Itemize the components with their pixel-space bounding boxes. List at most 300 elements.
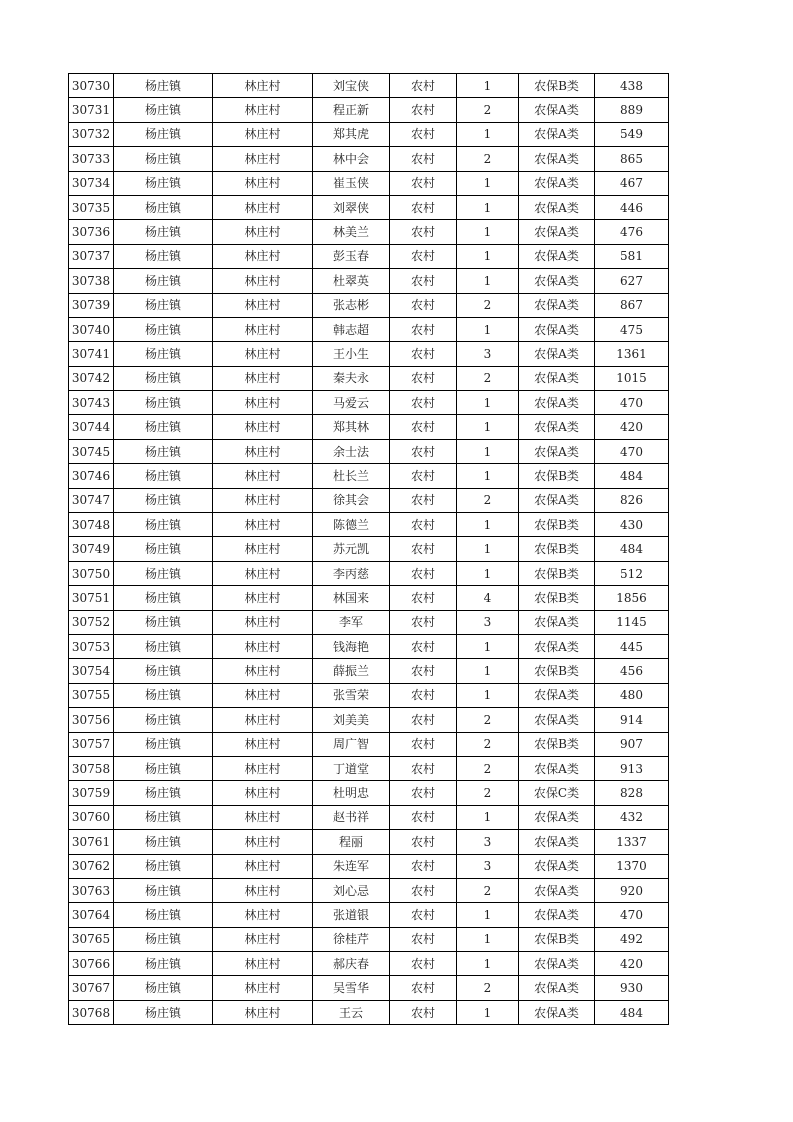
town-cell: 杨庄镇 (114, 756, 213, 780)
village-cell: 林庄村 (213, 391, 313, 415)
household-count-cell: 2 (457, 147, 519, 171)
village-cell: 林庄村 (213, 74, 313, 98)
table-row (69, 195, 669, 219)
insurance-category-cell: 农保A类 (519, 830, 595, 854)
person-name-cell: 林中会 (313, 147, 390, 171)
record-id-cell: 30745 (69, 439, 114, 463)
town-cell: 杨庄镇 (114, 342, 213, 366)
amount-cell: 1361 (595, 342, 669, 366)
insurance-category-cell: 农保A类 (519, 342, 595, 366)
record-id-cell: 30759 (69, 781, 114, 805)
insurance-category-cell: 农保A类 (519, 756, 595, 780)
person-name-cell: 陈德兰 (313, 513, 390, 537)
amount-cell: 549 (595, 122, 669, 146)
record-id-cell: 30749 (69, 537, 114, 561)
table-row (69, 269, 669, 293)
town-cell: 杨庄镇 (114, 586, 213, 610)
insurance-category-cell: 农保A类 (519, 415, 595, 439)
amount-cell: 476 (595, 220, 669, 244)
person-name-cell: 余士法 (313, 439, 390, 463)
town-cell: 杨庄镇 (114, 464, 213, 488)
village-cell: 林庄村 (213, 976, 313, 1000)
person-name-cell: 林国来 (313, 586, 390, 610)
person-name-cell: 王小生 (313, 342, 390, 366)
table-row (69, 147, 669, 171)
person-name-cell: 杜明忠 (313, 781, 390, 805)
person-name-cell: 张雪荣 (313, 683, 390, 707)
household-count-cell: 1 (457, 122, 519, 146)
amount-cell: 438 (595, 74, 669, 98)
area-type-cell: 农村 (390, 610, 457, 634)
table-row (69, 1000, 669, 1024)
table-body (69, 74, 669, 1025)
record-id-cell: 30738 (69, 269, 114, 293)
person-name-cell: 杜长兰 (313, 464, 390, 488)
table-row (69, 74, 669, 98)
area-type-cell: 农村 (390, 854, 457, 878)
area-type-cell: 农村 (390, 513, 457, 537)
household-count-cell: 2 (457, 293, 519, 317)
record-id-cell: 30766 (69, 952, 114, 976)
person-name-cell: 刘心忌 (313, 878, 390, 902)
insurance-category-cell: 农保B类 (519, 537, 595, 561)
amount-cell: 865 (595, 147, 669, 171)
table-row (69, 610, 669, 634)
town-cell: 杨庄镇 (114, 269, 213, 293)
town-cell: 杨庄镇 (114, 171, 213, 195)
insurance-category-cell: 农保A类 (519, 122, 595, 146)
amount-cell: 930 (595, 976, 669, 1000)
household-count-cell: 4 (457, 586, 519, 610)
table-row (69, 366, 669, 390)
household-count-cell: 1 (457, 634, 519, 658)
record-id-cell: 30752 (69, 610, 114, 634)
village-cell: 林庄村 (213, 830, 313, 854)
table-row (69, 415, 669, 439)
record-id-cell: 30730 (69, 74, 114, 98)
insurance-category-cell: 农保B类 (519, 927, 595, 951)
town-cell: 杨庄镇 (114, 537, 213, 561)
amount-cell: 430 (595, 513, 669, 537)
household-count-cell: 1 (457, 513, 519, 537)
area-type-cell: 农村 (390, 415, 457, 439)
person-name-cell: 徐其会 (313, 488, 390, 512)
record-id-cell: 30751 (69, 586, 114, 610)
household-count-cell: 2 (457, 976, 519, 1000)
amount-cell: 828 (595, 781, 669, 805)
household-count-cell: 2 (457, 756, 519, 780)
table-row (69, 952, 669, 976)
amount-cell: 467 (595, 171, 669, 195)
record-id-cell: 30742 (69, 366, 114, 390)
amount-cell: 480 (595, 683, 669, 707)
area-type-cell: 农村 (390, 805, 457, 829)
table-row (69, 317, 669, 341)
area-type-cell: 农村 (390, 439, 457, 463)
village-cell: 林庄村 (213, 781, 313, 805)
household-count-cell: 1 (457, 537, 519, 561)
village-cell: 林庄村 (213, 147, 313, 171)
insurance-category-cell: 农保B类 (519, 586, 595, 610)
insurance-category-cell: 农保A类 (519, 878, 595, 902)
insurance-category-cell: 农保A类 (519, 220, 595, 244)
record-id-cell: 30732 (69, 122, 114, 146)
table-row (69, 805, 669, 829)
record-id-cell: 30733 (69, 147, 114, 171)
area-type-cell: 农村 (390, 927, 457, 951)
household-count-cell: 1 (457, 805, 519, 829)
person-name-cell: 李丙慈 (313, 561, 390, 585)
person-name-cell: 吴雪华 (313, 976, 390, 1000)
records-table (68, 73, 669, 1025)
table-row (69, 976, 669, 1000)
table-row (69, 391, 669, 415)
village-cell: 林庄村 (213, 561, 313, 585)
record-id-cell: 30736 (69, 220, 114, 244)
amount-cell: 889 (595, 98, 669, 122)
person-name-cell: 丁道堂 (313, 756, 390, 780)
household-count-cell: 1 (457, 683, 519, 707)
village-cell: 林庄村 (213, 586, 313, 610)
household-count-cell: 1 (457, 903, 519, 927)
insurance-category-cell: 农保A类 (519, 366, 595, 390)
person-name-cell: 徐桂芹 (313, 927, 390, 951)
town-cell: 杨庄镇 (114, 781, 213, 805)
town-cell: 杨庄镇 (114, 610, 213, 634)
village-cell: 林庄村 (213, 708, 313, 732)
town-cell: 杨庄镇 (114, 488, 213, 512)
village-cell: 林庄村 (213, 366, 313, 390)
insurance-category-cell: 农保A类 (519, 195, 595, 219)
insurance-category-cell: 农保A类 (519, 269, 595, 293)
amount-cell: 420 (595, 952, 669, 976)
table-row (69, 537, 669, 561)
village-cell: 林庄村 (213, 293, 313, 317)
record-id-cell: 30755 (69, 683, 114, 707)
record-id-cell: 30743 (69, 391, 114, 415)
person-name-cell: 郝庆春 (313, 952, 390, 976)
area-type-cell: 农村 (390, 537, 457, 561)
town-cell: 杨庄镇 (114, 439, 213, 463)
town-cell: 杨庄镇 (114, 244, 213, 268)
amount-cell: 1337 (595, 830, 669, 854)
household-count-cell: 3 (457, 854, 519, 878)
area-type-cell: 农村 (390, 659, 457, 683)
insurance-category-cell: 农保A类 (519, 854, 595, 878)
area-type-cell: 农村 (390, 171, 457, 195)
insurance-category-cell: 农保A类 (519, 610, 595, 634)
household-count-cell: 3 (457, 830, 519, 854)
village-cell: 林庄村 (213, 195, 313, 219)
amount-cell: 627 (595, 269, 669, 293)
town-cell: 杨庄镇 (114, 903, 213, 927)
table-row (69, 927, 669, 951)
area-type-cell: 农村 (390, 830, 457, 854)
person-name-cell: 钱海艳 (313, 634, 390, 658)
town-cell: 杨庄镇 (114, 220, 213, 244)
record-id-cell: 30753 (69, 634, 114, 658)
village-cell: 林庄村 (213, 878, 313, 902)
amount-cell: 512 (595, 561, 669, 585)
area-type-cell: 农村 (390, 122, 457, 146)
record-id-cell: 30744 (69, 415, 114, 439)
household-count-cell: 2 (457, 732, 519, 756)
area-type-cell: 农村 (390, 74, 457, 98)
household-count-cell: 1 (457, 317, 519, 341)
town-cell: 杨庄镇 (114, 952, 213, 976)
town-cell: 杨庄镇 (114, 830, 213, 854)
record-id-cell: 30768 (69, 1000, 114, 1024)
amount-cell: 470 (595, 391, 669, 415)
amount-cell: 475 (595, 317, 669, 341)
person-name-cell: 程丽 (313, 830, 390, 854)
household-count-cell: 1 (457, 74, 519, 98)
amount-cell: 484 (595, 1000, 669, 1024)
village-cell: 林庄村 (213, 805, 313, 829)
amount-cell: 445 (595, 634, 669, 658)
village-cell: 林庄村 (213, 122, 313, 146)
table-row (69, 171, 669, 195)
record-id-cell: 30737 (69, 244, 114, 268)
area-type-cell: 农村 (390, 488, 457, 512)
table-row (69, 342, 669, 366)
village-cell: 林庄村 (213, 952, 313, 976)
person-name-cell: 林美兰 (313, 220, 390, 244)
village-cell: 林庄村 (213, 513, 313, 537)
town-cell: 杨庄镇 (114, 561, 213, 585)
table-row (69, 634, 669, 658)
table-row (69, 464, 669, 488)
household-count-cell: 2 (457, 366, 519, 390)
area-type-cell: 农村 (390, 976, 457, 1000)
record-id-cell: 30748 (69, 513, 114, 537)
area-type-cell: 农村 (390, 708, 457, 732)
household-count-cell: 3 (457, 342, 519, 366)
household-count-cell: 1 (457, 171, 519, 195)
household-count-cell: 2 (457, 781, 519, 805)
insurance-category-cell: 农保B类 (519, 513, 595, 537)
area-type-cell: 农村 (390, 1000, 457, 1024)
town-cell: 杨庄镇 (114, 854, 213, 878)
record-id-cell: 30747 (69, 488, 114, 512)
insurance-category-cell: 农保A类 (519, 634, 595, 658)
table-row (69, 830, 669, 854)
amount-cell: 1145 (595, 610, 669, 634)
person-name-cell: 王云 (313, 1000, 390, 1024)
amount-cell: 432 (595, 805, 669, 829)
person-name-cell: 郑其林 (313, 415, 390, 439)
area-type-cell: 农村 (390, 220, 457, 244)
household-count-cell: 1 (457, 220, 519, 244)
person-name-cell: 郑其虎 (313, 122, 390, 146)
insurance-category-cell: 农保A类 (519, 391, 595, 415)
record-id-cell: 30757 (69, 732, 114, 756)
record-id-cell: 30763 (69, 878, 114, 902)
area-type-cell: 农村 (390, 195, 457, 219)
table-row (69, 732, 669, 756)
household-count-cell: 1 (457, 415, 519, 439)
town-cell: 杨庄镇 (114, 513, 213, 537)
area-type-cell: 农村 (390, 293, 457, 317)
town-cell: 杨庄镇 (114, 415, 213, 439)
insurance-category-cell: 农保A类 (519, 488, 595, 512)
insurance-category-cell: 农保A类 (519, 171, 595, 195)
amount-cell: 446 (595, 195, 669, 219)
town-cell: 杨庄镇 (114, 317, 213, 341)
household-count-cell: 1 (457, 439, 519, 463)
person-name-cell: 朱连军 (313, 854, 390, 878)
record-id-cell: 30731 (69, 98, 114, 122)
person-name-cell: 韩志超 (313, 317, 390, 341)
household-count-cell: 2 (457, 878, 519, 902)
household-count-cell: 1 (457, 1000, 519, 1024)
town-cell: 杨庄镇 (114, 976, 213, 1000)
village-cell: 林庄村 (213, 488, 313, 512)
amount-cell: 1370 (595, 854, 669, 878)
table-row (69, 98, 669, 122)
village-cell: 林庄村 (213, 927, 313, 951)
record-id-cell: 30760 (69, 805, 114, 829)
village-cell: 林庄村 (213, 903, 313, 927)
insurance-category-cell: 农保B类 (519, 659, 595, 683)
town-cell: 杨庄镇 (114, 98, 213, 122)
amount-cell: 1015 (595, 366, 669, 390)
village-cell: 林庄村 (213, 269, 313, 293)
amount-cell: 456 (595, 659, 669, 683)
insurance-category-cell: 农保B类 (519, 74, 595, 98)
village-cell: 林庄村 (213, 171, 313, 195)
table-row (69, 513, 669, 537)
record-id-cell: 30758 (69, 756, 114, 780)
person-name-cell: 薛振兰 (313, 659, 390, 683)
table-row (69, 488, 669, 512)
insurance-category-cell: 农保A类 (519, 805, 595, 829)
village-cell: 林庄村 (213, 317, 313, 341)
village-cell: 林庄村 (213, 415, 313, 439)
village-cell: 林庄村 (213, 634, 313, 658)
area-type-cell: 农村 (390, 903, 457, 927)
person-name-cell: 崔玉侠 (313, 171, 390, 195)
village-cell: 林庄村 (213, 220, 313, 244)
village-cell: 林庄村 (213, 1000, 313, 1024)
town-cell: 杨庄镇 (114, 1000, 213, 1024)
town-cell: 杨庄镇 (114, 147, 213, 171)
person-name-cell: 周广智 (313, 732, 390, 756)
village-cell: 林庄村 (213, 610, 313, 634)
village-cell: 林庄村 (213, 244, 313, 268)
village-cell: 林庄村 (213, 732, 313, 756)
town-cell: 杨庄镇 (114, 195, 213, 219)
amount-cell: 920 (595, 878, 669, 902)
town-cell: 杨庄镇 (114, 122, 213, 146)
person-name-cell: 秦夫永 (313, 366, 390, 390)
household-count-cell: 1 (457, 464, 519, 488)
village-cell: 林庄村 (213, 854, 313, 878)
area-type-cell: 农村 (390, 683, 457, 707)
table-row (69, 903, 669, 927)
table-row (69, 561, 669, 585)
area-type-cell: 农村 (390, 464, 457, 488)
record-id-cell: 30754 (69, 659, 114, 683)
insurance-category-cell: 农保A类 (519, 147, 595, 171)
insurance-category-cell: 农保C类 (519, 781, 595, 805)
table-row (69, 122, 669, 146)
household-count-cell: 3 (457, 610, 519, 634)
person-name-cell: 杜翠英 (313, 269, 390, 293)
person-name-cell: 刘宝侠 (313, 74, 390, 98)
village-cell: 林庄村 (213, 659, 313, 683)
household-count-cell: 1 (457, 659, 519, 683)
area-type-cell: 农村 (390, 561, 457, 585)
village-cell: 林庄村 (213, 98, 313, 122)
village-cell: 林庄村 (213, 756, 313, 780)
amount-cell: 867 (595, 293, 669, 317)
town-cell: 杨庄镇 (114, 878, 213, 902)
insurance-category-cell: 农保A类 (519, 683, 595, 707)
town-cell: 杨庄镇 (114, 293, 213, 317)
town-cell: 杨庄镇 (114, 391, 213, 415)
insurance-category-cell: 农保A类 (519, 317, 595, 341)
amount-cell: 470 (595, 903, 669, 927)
area-type-cell: 农村 (390, 366, 457, 390)
record-id-cell: 30740 (69, 317, 114, 341)
amount-cell: 913 (595, 756, 669, 780)
household-count-cell: 1 (457, 952, 519, 976)
record-id-cell: 30746 (69, 464, 114, 488)
table-row (69, 854, 669, 878)
record-id-cell: 30750 (69, 561, 114, 585)
amount-cell: 826 (595, 488, 669, 512)
town-cell: 杨庄镇 (114, 927, 213, 951)
area-type-cell: 农村 (390, 878, 457, 902)
insurance-category-cell: 农保A类 (519, 439, 595, 463)
record-id-cell: 30767 (69, 976, 114, 1000)
town-cell: 杨庄镇 (114, 634, 213, 658)
village-cell: 林庄村 (213, 464, 313, 488)
amount-cell: 470 (595, 439, 669, 463)
table-row (69, 781, 669, 805)
amount-cell: 420 (595, 415, 669, 439)
record-id-cell: 30762 (69, 854, 114, 878)
person-name-cell: 张道银 (313, 903, 390, 927)
household-count-cell: 2 (457, 98, 519, 122)
household-count-cell: 2 (457, 488, 519, 512)
insurance-category-cell: 农保B类 (519, 561, 595, 585)
area-type-cell: 农村 (390, 391, 457, 415)
insurance-category-cell: 农保B类 (519, 732, 595, 756)
amount-cell: 484 (595, 464, 669, 488)
town-cell: 杨庄镇 (114, 74, 213, 98)
record-id-cell: 30734 (69, 171, 114, 195)
area-type-cell: 农村 (390, 634, 457, 658)
village-cell: 林庄村 (213, 537, 313, 561)
amount-cell: 581 (595, 244, 669, 268)
table-row (69, 293, 669, 317)
village-cell: 林庄村 (213, 342, 313, 366)
insurance-category-cell: 农保A类 (519, 976, 595, 1000)
insurance-category-cell: 农保A类 (519, 293, 595, 317)
household-count-cell: 1 (457, 244, 519, 268)
amount-cell: 907 (595, 732, 669, 756)
town-cell: 杨庄镇 (114, 805, 213, 829)
record-id-cell: 30739 (69, 293, 114, 317)
person-name-cell: 张志彬 (313, 293, 390, 317)
household-count-cell: 2 (457, 708, 519, 732)
area-type-cell: 农村 (390, 269, 457, 293)
area-type-cell: 农村 (390, 732, 457, 756)
area-type-cell: 农村 (390, 342, 457, 366)
table-row (69, 708, 669, 732)
